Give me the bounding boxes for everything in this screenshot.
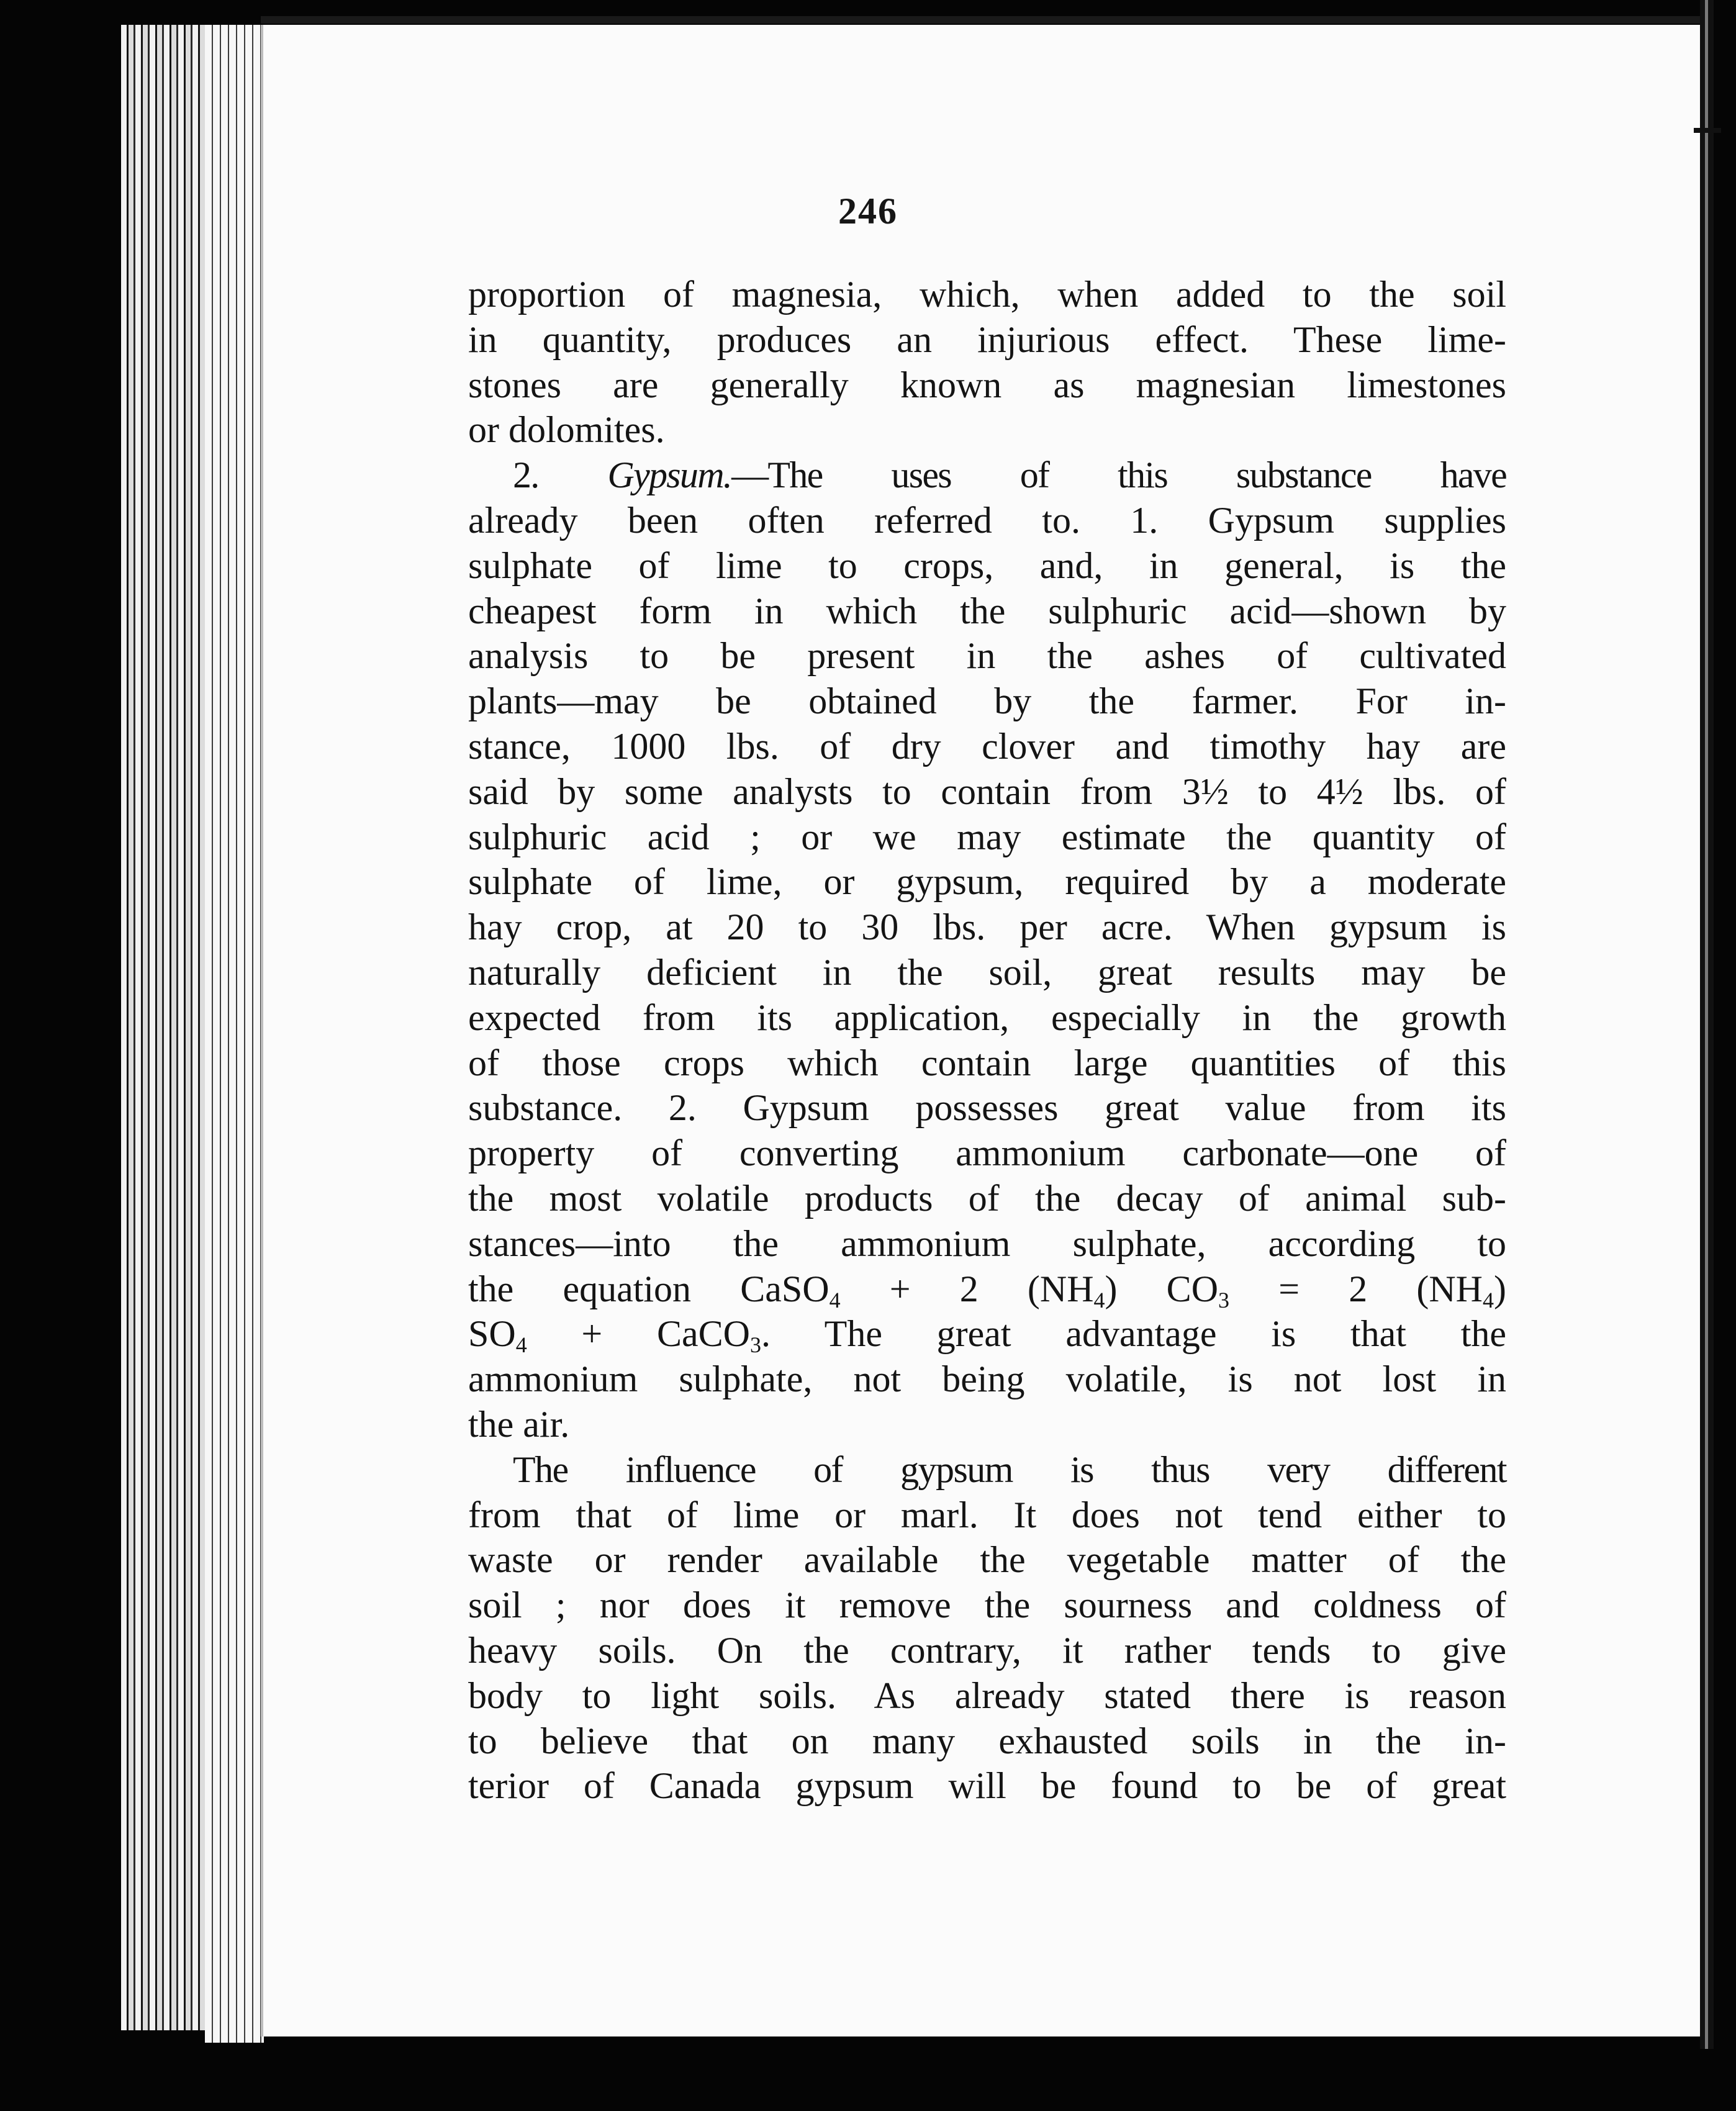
section-number: 2. [513,454,539,496]
paragraph-3 [468,1447,1506,1809]
subscript: 4 [1483,1287,1494,1313]
paragraph-2 [468,453,1506,1447]
text-line: hay crop, at 20 to 30 lbs. per acre. When gypsum is [468,906,1506,948]
subscript: 3 [1218,1287,1230,1313]
body-text [468,272,1506,1809]
text-run: . The great advantage is that the [761,1313,1507,1355]
text-line: body to light soils. As already stated there is reason [468,1675,1506,1716]
fraction: 4½ [1316,771,1363,812]
chemical-equation-line [468,1311,1506,1357]
text-line: stances—into the ammonium sulphate, according to [468,1223,1506,1264]
text-line: expected from its application, especially in the growth [468,997,1506,1038]
text-line [468,453,1506,498]
paragraph-1 [468,272,1506,453]
text-line: proportion of magnesia, which, when added to the soil [468,274,1506,315]
text-run: ) CO [1105,1268,1219,1309]
text-line: soil ; nor does it remove the sourness and coldness of [468,1584,1506,1626]
text-line: stance, 1000 lbs. of dry clover and timothy hay are [468,725,1506,767]
text-run: SO [468,1313,516,1355]
text-line: sulphate of lime to crops, and, in general, is the [468,545,1506,586]
section-heading: Gypsum. [607,454,732,496]
page-number: 246 [838,191,898,232]
text-run: the equation CaSO [468,1268,830,1309]
text-line: of those crops which contain large quantities of this [468,1042,1506,1083]
text-line: ammonium sulphate, not being volatile, is not lost in [468,1358,1506,1400]
text-line: the air. [468,1403,570,1445]
text-line: property of converting ammonium carbonate—one of [468,1132,1506,1174]
text-line: sulphate of lime, or gypsum, required by a moderate [468,861,1506,903]
right-binding-edge [1700,0,1714,2049]
text-line: The influence of gypsum is thus very different [513,1449,1506,1490]
text-run: ) [1494,1268,1506,1309]
text-run: said by some analysts to contain from [468,771,1182,812]
text-line [468,769,1506,815]
text-line: stones are generally known as magnesian limestones [468,364,1506,405]
text-run: —The uses of this substance have [731,454,1506,496]
page-edges-inner [205,25,264,2043]
text-line: heavy soils. On the contrary, it rather tends to give [468,1629,1506,1671]
text-run: = 2 (NH [1229,1268,1483,1309]
text-line: waste or render available the vegetable matter of the [468,1539,1506,1581]
text-line: plants—may be obtained by the farmer. For in- [468,680,1506,722]
text-line: substance. 2. Gypsum possesses great value from its [468,1087,1506,1129]
top-edge-shadow [261,16,1707,24]
text-run: + CaCO [527,1313,751,1355]
text-line: the most volatile products of the decay of animal sub- [468,1177,1506,1219]
subscript: 4 [829,1287,841,1313]
text-run: + 2 (NH [840,1268,1094,1309]
subscript: 4 [1093,1287,1105,1313]
text-line: in quantity, produces an injurious effect. These lime- [468,319,1506,360]
text-line: naturally deficient in the soil, great results may be [468,951,1506,993]
right-edge-mark [1694,128,1721,133]
text-line: cheapest form in which the sulphuric acid—shown by [468,590,1506,631]
text-line: terior of Canada gypsum will be found to be of great [468,1765,1506,1807]
text-line: sulphuric acid ; or we may estimate the quantity of [468,816,1506,857]
text-line: analysis to be present in the ashes of cultivated [468,635,1506,677]
text-line: to believe that on many exhausted soils in the in- [468,1720,1506,1761]
text-line: already been often referred to. 1. Gypsum supplies [468,499,1506,541]
text-run: to [1228,771,1317,812]
text-line: or dolomites. [468,409,665,451]
subscript: 4 [515,1332,527,1358]
chemical-equation-line [468,1267,1506,1312]
subscript: 3 [750,1332,762,1358]
text-run: lbs. of [1363,771,1507,812]
fraction: 3½ [1182,771,1229,812]
text-line: from that of lime or marl. It does not tend either to [468,1494,1506,1535]
